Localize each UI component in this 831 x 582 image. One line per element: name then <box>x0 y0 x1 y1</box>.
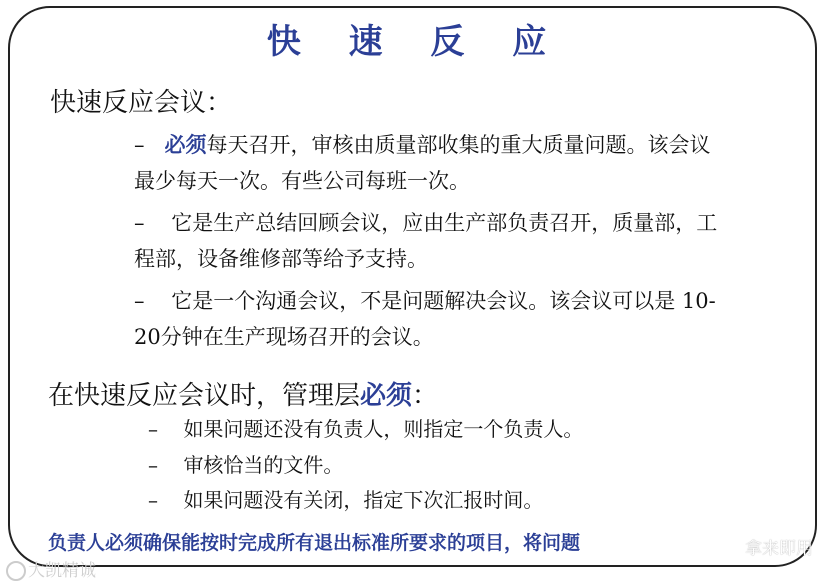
bullet-dash: – <box>148 453 158 477</box>
list-item <box>134 283 794 319</box>
watermark-right: 拿来即用 <box>745 539 813 559</box>
list-item-continuation: 最少每天一次。有些公司每班一次。 <box>134 169 470 193</box>
list-item-continuation: 程部，设备维修部等给予支持。 <box>134 247 428 271</box>
list-item <box>134 205 794 241</box>
watermark-logo-icon <box>6 561 26 581</box>
list-item <box>148 413 583 442</box>
bullet-dash: – <box>134 289 145 313</box>
bullet-dash: – <box>134 133 145 157</box>
item-text: 审核恰当的文件。 <box>183 453 344 477</box>
slide-title: 快 速 反 应 <box>266 22 565 62</box>
heading-suffix: ： <box>412 381 439 411</box>
list-item <box>148 484 543 513</box>
item-text: 它是一个沟通会议，不是问题解决会议。该会议可以是 10- <box>171 289 716 313</box>
bullet-dash: – <box>148 417 158 441</box>
section-heading-quick-response-meeting: 快速反应会议： <box>50 88 233 118</box>
item-text: 如果问题还没有负责人，则指定一个负责人。 <box>183 417 584 441</box>
watermark-left <box>6 556 96 581</box>
list-item <box>148 449 343 478</box>
list-item <box>134 127 794 163</box>
section-heading-management-must <box>48 375 438 412</box>
footer-note: 负责人必须确保能按时完成所有退出标准所要求的项目，将问题 <box>48 532 581 554</box>
bullet-dash: – <box>134 211 145 235</box>
item-text: 它是生产总结回顾会议，应由生产部负责召开，质量部，工 <box>171 211 718 235</box>
emphasis-text: 必须 <box>360 381 413 411</box>
list-item-continuation: 20分钟在生产现场召开的会议。 <box>134 325 434 349</box>
watermark-text: 大凯精诚 <box>28 561 96 581</box>
item-text: 每天召开，审核由质量部收集的重大质量问题。该会议 <box>206 133 711 157</box>
heading-text: 在快速反应会议时，管理层 <box>48 381 361 411</box>
bullet-dash: – <box>148 488 158 512</box>
item-text: 如果问题没有关闭，指定下次汇报时间。 <box>183 488 544 512</box>
emphasis-text: 必须 <box>164 132 207 157</box>
